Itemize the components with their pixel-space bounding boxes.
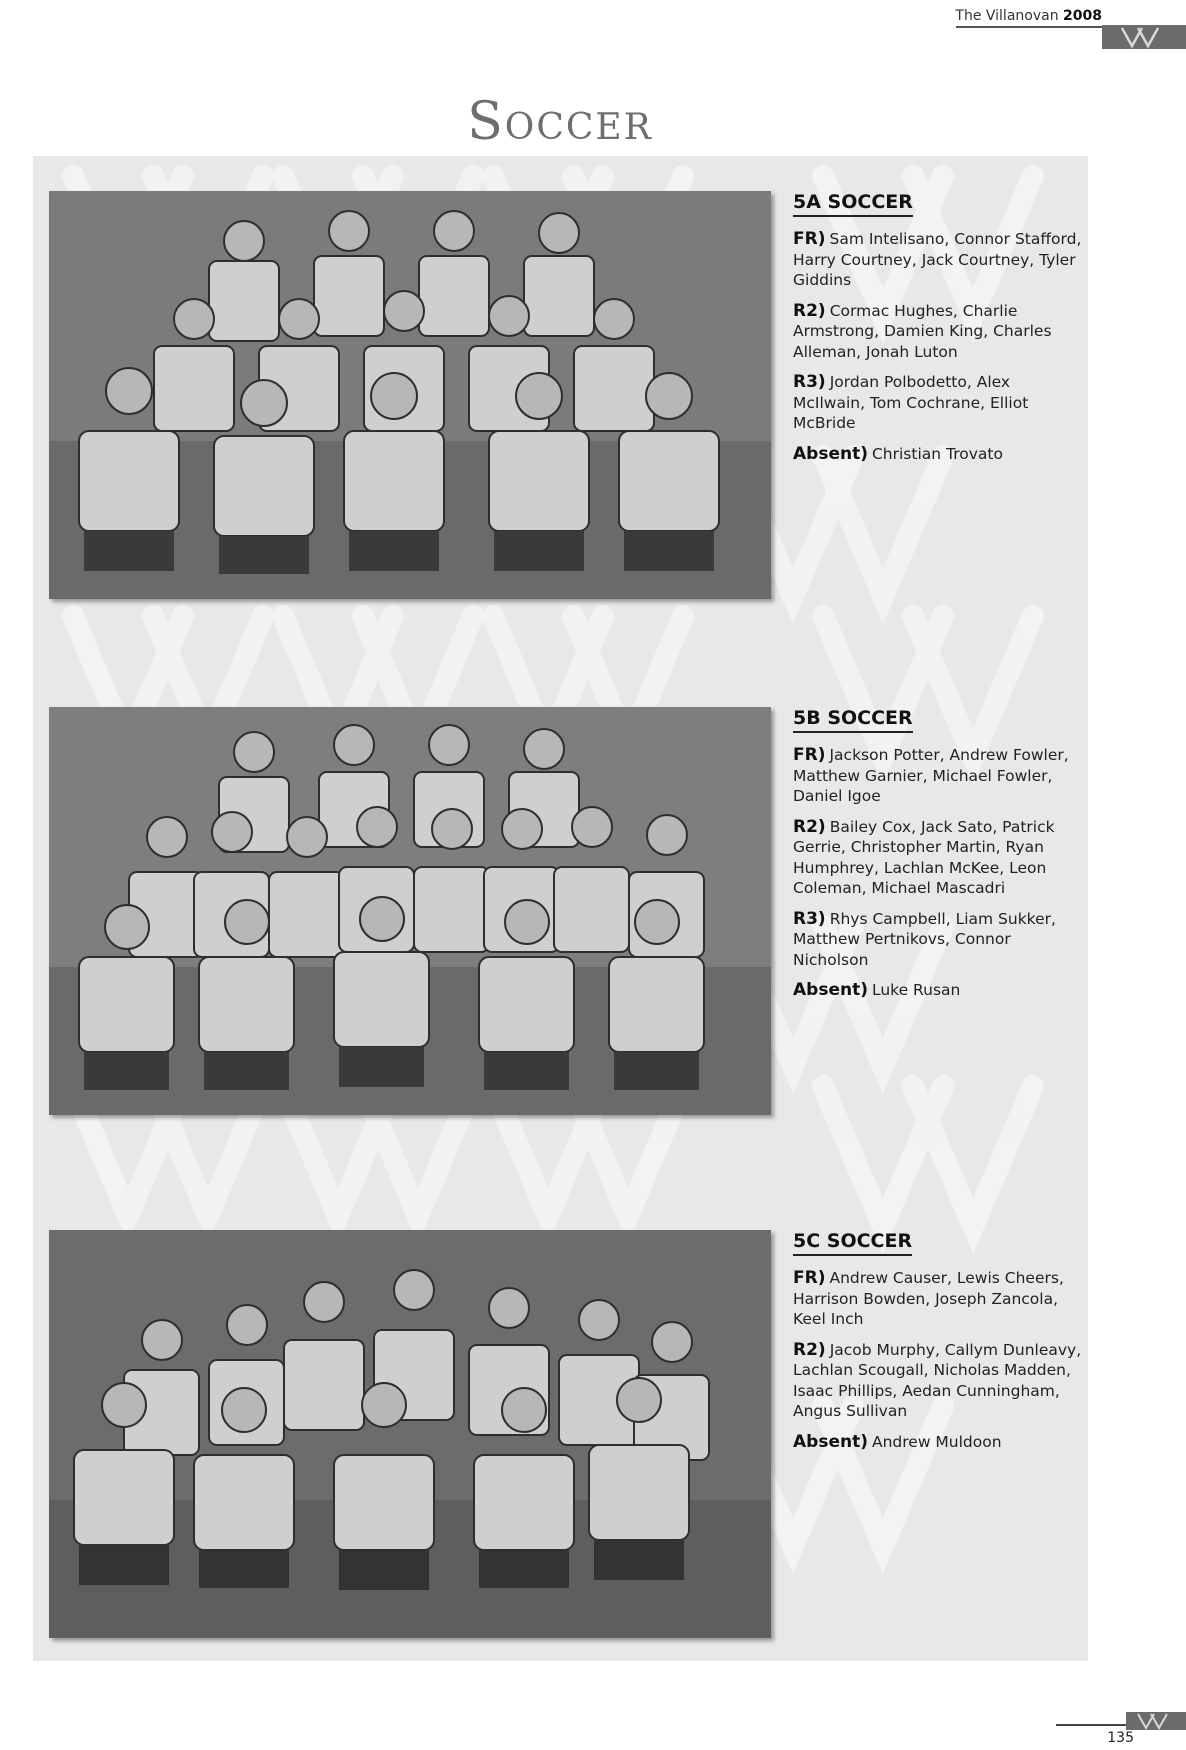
page-title: Soccer xyxy=(467,92,653,152)
team-name: 5C SOCCER xyxy=(793,1230,912,1256)
roster-row-absent xyxy=(793,980,1083,1001)
row-names: Andrew Muldoon xyxy=(871,1432,1002,1451)
row-names: Luke Rusan xyxy=(871,981,961,999)
vv-logo-icon xyxy=(1126,1712,1186,1730)
page-footer xyxy=(1056,1700,1186,1750)
row-label: R2) xyxy=(793,1339,826,1360)
row-names: Jackson Potter, Andrew Fowler, Matthew Garnier, Michael Fowler, Daniel Igoe xyxy=(793,746,1069,805)
row-names: Rhys Campbell, Liam Sukker, Matthew Pertnikovs, Connor Nicholson xyxy=(793,909,1056,969)
row-label: R3) xyxy=(793,372,826,392)
publication-year: 2008 xyxy=(1063,8,1102,24)
roster-row-r2 xyxy=(793,301,1083,363)
roster-row-r3 xyxy=(793,909,1083,971)
row-names: Andrew Causer, Lewis Cheers, Harrison Bowden, Joseph Zancola, Keel Inch xyxy=(793,1269,1064,1328)
roster-5a xyxy=(793,191,1083,474)
roster-5b xyxy=(793,707,1083,1011)
vv-logo-icon xyxy=(1102,25,1186,49)
team-photo-5b xyxy=(49,707,771,1115)
roster-row-r2 xyxy=(793,817,1083,899)
roster-row-absent xyxy=(793,1432,1083,1453)
team-name: 5A SOCCER xyxy=(793,191,913,217)
team-photo-5a xyxy=(49,191,771,599)
page-number: 135 xyxy=(1107,1730,1134,1746)
row-names: Jordan Polbodetto, Alex McIlwain, Tom Cochrane, Elliot McBride xyxy=(793,373,1029,432)
publication-name: The Villanovan xyxy=(955,8,1059,24)
row-label: FR) xyxy=(793,745,826,765)
roster-row-absent xyxy=(793,444,1083,465)
row-label: R2) xyxy=(793,816,826,837)
footer-rule xyxy=(1056,1724,1126,1726)
content-panel xyxy=(33,156,1088,1661)
team-photo-5c xyxy=(49,1230,771,1638)
roster-row-fr xyxy=(793,745,1083,807)
roster-row-fr xyxy=(793,1268,1083,1330)
row-label: Absent) xyxy=(793,443,868,464)
row-names: Cormac Hughes, Charlie Armstrong, Damien King, Charles Alleman, Jonah Luton xyxy=(793,301,1052,361)
running-header xyxy=(956,5,1186,45)
roster-row-fr xyxy=(793,229,1083,291)
header-text xyxy=(955,8,1102,24)
row-label: FR) xyxy=(793,1268,826,1288)
roster-row-r2 xyxy=(793,1340,1083,1422)
row-names: Jacob Murphy, Callym Dunleavy, Lachlan Scougall, Nicholas Madden, Isaac Phillips, Aedan Cunningham, Angus Sullivan xyxy=(793,1340,1082,1420)
row-label: R2) xyxy=(793,300,826,321)
roster-5c xyxy=(793,1230,1083,1462)
row-names: Christian Trovato xyxy=(871,444,1003,463)
team-name: 5B SOCCER xyxy=(793,707,913,733)
row-label: FR) xyxy=(793,229,826,249)
row-names: Bailey Cox, Jack Sato, Patrick Gerrie, Christopher Martin, Ryan Humphrey, Lachlan McKee, Leon Coleman, Michael Mascadri xyxy=(793,817,1055,897)
row-label: R3) xyxy=(793,908,826,929)
roster-row-r3 xyxy=(793,372,1083,434)
row-label: Absent) xyxy=(793,1431,868,1452)
row-label: Absent) xyxy=(793,980,868,1000)
row-names: Sam Intelisano, Connor Stafford, Harry Courtney, Jack Courtney, Tyler Giddins xyxy=(793,230,1082,289)
